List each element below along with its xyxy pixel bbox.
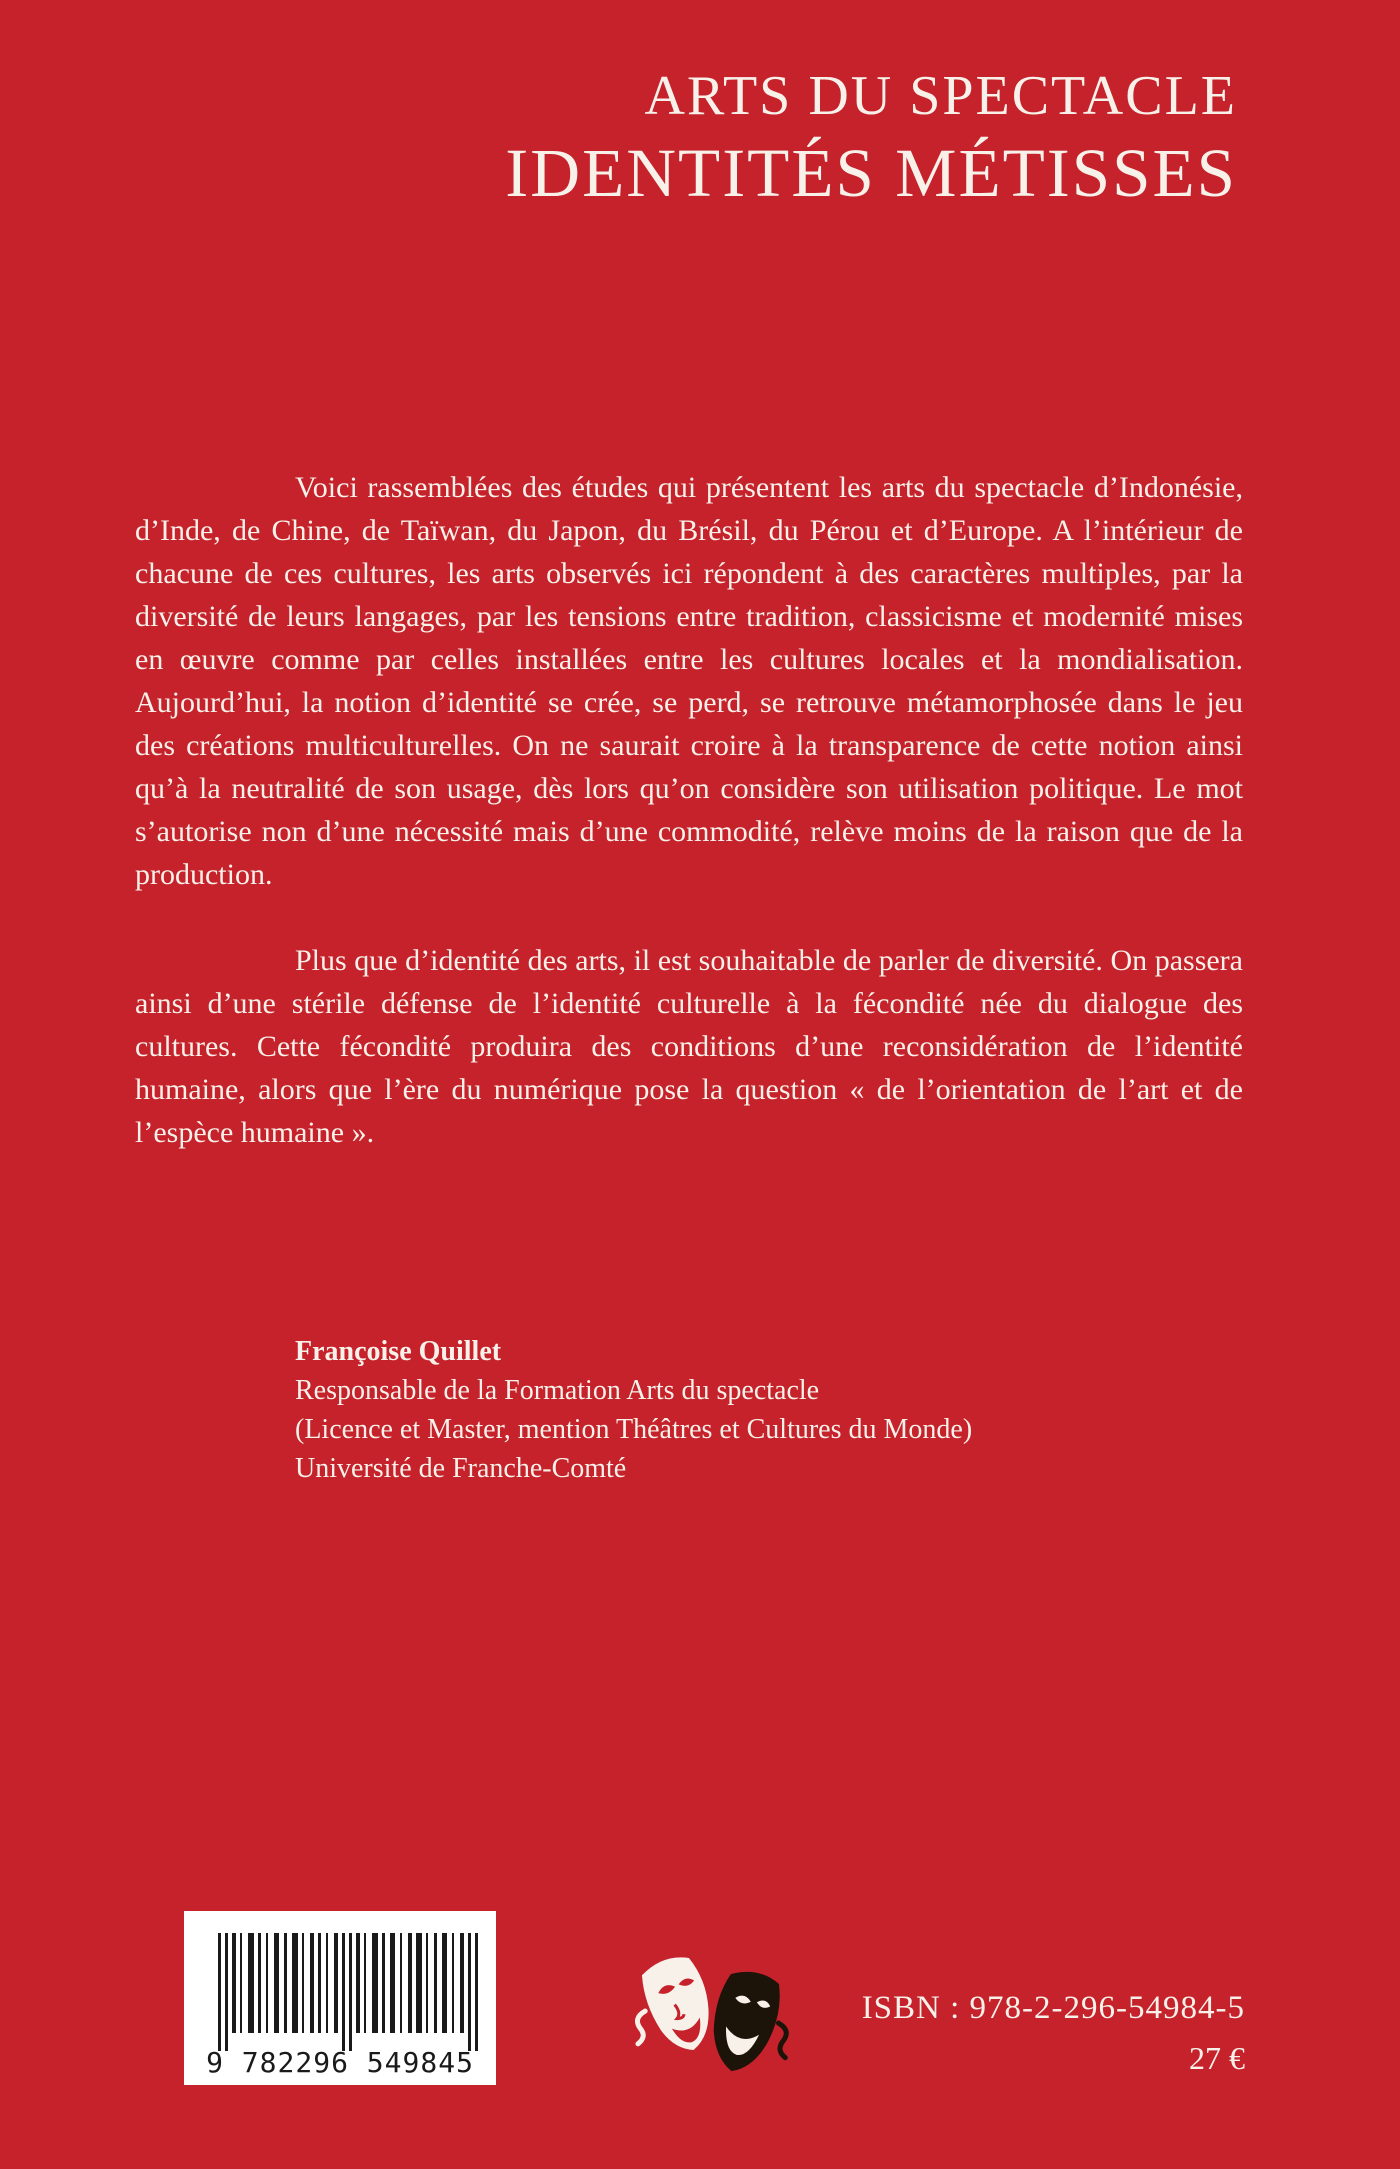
author-role-line-1: Responsable de la Formation Arts du spectacle: [295, 1375, 820, 1406]
synopsis: [135, 466, 1243, 1154]
author-name: Françoise Quillet: [295, 1336, 502, 1367]
title-block: [135, 66, 1237, 211]
book-title: IDENTITÉS MÉTISSES: [505, 134, 1237, 211]
author-role-line-3: Université de Franche-Comté: [295, 1453, 627, 1484]
barcode: [184, 1911, 496, 2085]
author-block: [295, 1332, 1195, 1488]
isbn-number: ISBN : 978-2-296-54984-5: [861, 1990, 1245, 2026]
book-series-title: ARTS DU SPECTACLE: [644, 65, 1237, 127]
isbn-block: [760, 1990, 1245, 2077]
author-role-line-2: (Licence et Master, mention Théâtres et Cultures du Monde): [295, 1414, 973, 1445]
price: 27 €: [1189, 2040, 1245, 2076]
synopsis-paragraph-1: Voici rassemblées des études qui présentent les arts du spectacle d’Indonésie, d’Inde, de Chine, de Taïwan, du Japon, du Brésil, du Pérou et d’Europe. A l’intérieur de chacune de ces cultures, les arts observés ici répondent à des caractères multiples, par la diversité de leurs langages, par les tensions entre tradition, classicisme et modernité mises en œuvre comme par celles installées entre les cultures locales et la mondialisation. Aujourd’hui, la notion d’identité se crée, se perd, se retrouve métamorphosée dans le jeu des créations multiculturelles. On ne saurait croire à la transparence de cette notion ainsi qu’à la neutralité de son usage, dès lors qu’on considère son utilisation politique. Le mot s’autorise non d’une nécessité mais d’une commodité, relève moins de la raison que de la production.: [135, 471, 1243, 891]
synopsis-paragraph-2: Plus que d’identité des arts, il est souhaitable de parler de diversité. On passera ainsi d’une stérile défense de l’identité culturelle à la fécondité née du dialogue des cultures. Cette fécondité produira des conditions d’une reconsidération de l’identité humaine, alors que l’ère du numérique pose la question « de l’orientation de l’art et de l’espèce humaine ».: [135, 944, 1243, 1149]
barcode-number: 9 782296 549845: [206, 2046, 474, 2079]
